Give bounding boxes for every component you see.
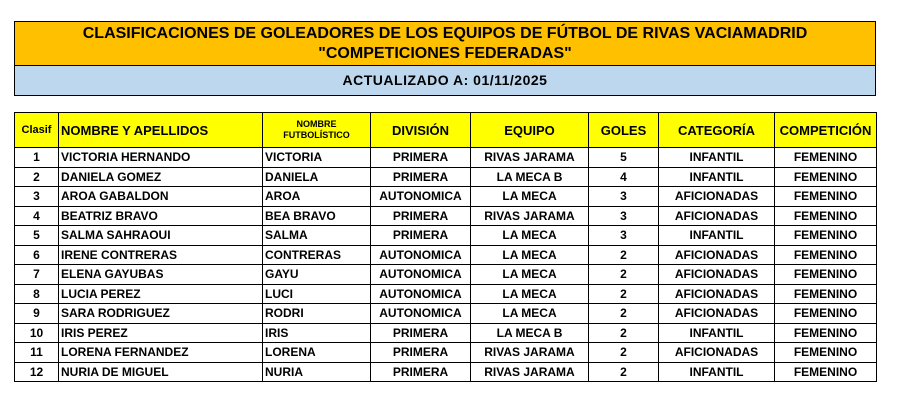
cell-categoria: AFICIONADAS xyxy=(659,304,775,324)
cell-goles: 3 xyxy=(589,206,659,226)
cell-categoria: INFANTIL xyxy=(659,362,775,382)
table-row xyxy=(15,284,877,304)
table-row xyxy=(15,187,877,207)
cell-nombre: LORENA FERNANDEZ xyxy=(59,343,263,363)
cell-clasif: 1 xyxy=(15,148,59,168)
cell-goles: 4 xyxy=(589,167,659,187)
table-row xyxy=(15,343,877,363)
header-goles: GOLES xyxy=(589,113,659,148)
cell-equipo: LA MECA xyxy=(471,245,589,265)
updated-text: ACTUALIZADO A: 01/11/2025 xyxy=(342,72,548,88)
cell-futbolistico: LUCI xyxy=(263,284,371,304)
cell-division: AUTONOMICA xyxy=(371,284,471,304)
cell-clasif: 8 xyxy=(15,284,59,304)
cell-equipo: LA MECA xyxy=(471,187,589,207)
cell-goles: 2 xyxy=(589,245,659,265)
header-division: DIVISIÓN xyxy=(371,113,471,148)
cell-clasif: 5 xyxy=(15,226,59,246)
cell-division: AUTONOMICA xyxy=(371,245,471,265)
cell-nombre: DANIELA GOMEZ xyxy=(59,167,263,187)
cell-clasif: 2 xyxy=(15,167,59,187)
header-futbolistico: NOMBRE FUTBOLÍSTICO xyxy=(263,113,371,148)
cell-competicion: FEMENINO xyxy=(775,362,877,382)
cell-equipo: RIVAS JARAMA xyxy=(471,148,589,168)
title-banner xyxy=(14,21,876,66)
cell-categoria: AFICIONADAS xyxy=(659,206,775,226)
title-line-2: "COMPETICIONES FEDERADAS" xyxy=(318,45,572,62)
cell-nombre: NURIA DE MIGUEL xyxy=(59,362,263,382)
cell-goles: 3 xyxy=(589,187,659,207)
cell-goles: 2 xyxy=(589,343,659,363)
cell-futbolistico: LORENA xyxy=(263,343,371,363)
cell-competicion: FEMENINO xyxy=(775,167,877,187)
scorers-table xyxy=(14,112,877,382)
cell-competicion: FEMENINO xyxy=(775,343,877,363)
cell-equipo: RIVAS JARAMA xyxy=(471,343,589,363)
table-row xyxy=(15,362,877,382)
cell-goles: 5 xyxy=(589,148,659,168)
cell-division: PRIMERA xyxy=(371,323,471,343)
cell-equipo: RIVAS JARAMA xyxy=(471,206,589,226)
cell-categoria: INFANTIL xyxy=(659,226,775,246)
cell-competicion: FEMENINO xyxy=(775,284,877,304)
cell-division: AUTONOMICA xyxy=(371,304,471,324)
title-line-1: CLASIFICACIONES DE GOLEADORES DE LOS EQUIPOS DE FÚTBOL DE RIVAS VACIAMADRID xyxy=(82,25,808,42)
cell-futbolistico: BEA BRAVO xyxy=(263,206,371,226)
cell-equipo: LA MECA xyxy=(471,284,589,304)
cell-division: PRIMERA xyxy=(371,167,471,187)
cell-division: AUTONOMICA xyxy=(371,187,471,207)
cell-clasif: 12 xyxy=(15,362,59,382)
cell-nombre: LUCIA PEREZ xyxy=(59,284,263,304)
cell-categoria: INFANTIL xyxy=(659,323,775,343)
cell-competicion: FEMENINO xyxy=(775,206,877,226)
cell-equipo: LA MECA xyxy=(471,226,589,246)
cell-division: PRIMERA xyxy=(371,343,471,363)
cell-clasif: 7 xyxy=(15,265,59,285)
cell-futbolistico: SALMA xyxy=(263,226,371,246)
table-row xyxy=(15,304,877,324)
table-row xyxy=(15,323,877,343)
cell-equipo: LA MECA B xyxy=(471,167,589,187)
cell-competicion: FEMENINO xyxy=(775,304,877,324)
cell-clasif: 9 xyxy=(15,304,59,324)
cell-goles: 2 xyxy=(589,362,659,382)
cell-categoria: AFICIONADAS xyxy=(659,265,775,285)
cell-nombre: BEATRIZ BRAVO xyxy=(59,206,263,226)
table-row xyxy=(15,206,877,226)
cell-futbolistico: RODRI xyxy=(263,304,371,324)
cell-goles: 3 xyxy=(589,226,659,246)
cell-futbolistico: GAYU xyxy=(263,265,371,285)
cell-division: AUTONOMICA xyxy=(371,265,471,285)
cell-nombre: VICTORIA HERNANDO xyxy=(59,148,263,168)
header-categoria: CATEGORÍA xyxy=(659,113,775,148)
table-row xyxy=(15,265,877,285)
header-clasif: Clasif xyxy=(15,113,59,148)
cell-futbolistico: DANIELA xyxy=(263,167,371,187)
cell-division: PRIMERA xyxy=(371,148,471,168)
cell-clasif: 6 xyxy=(15,245,59,265)
cell-categoria: INFANTIL xyxy=(659,148,775,168)
header-equipo: EQUIPO xyxy=(471,113,589,148)
cell-futbolistico: CONTRERAS xyxy=(263,245,371,265)
cell-division: PRIMERA xyxy=(371,226,471,246)
header-row xyxy=(15,113,877,148)
cell-nombre: SARA RODRIGUEZ xyxy=(59,304,263,324)
cell-clasif: 11 xyxy=(15,343,59,363)
cell-division: PRIMERA xyxy=(371,362,471,382)
cell-categoria: INFANTIL xyxy=(659,167,775,187)
cell-equipo: LA MECA B xyxy=(471,323,589,343)
cell-equipo: LA MECA xyxy=(471,265,589,285)
cell-competicion: FEMENINO xyxy=(775,245,877,265)
cell-clasif: 3 xyxy=(15,187,59,207)
cell-competicion: FEMENINO xyxy=(775,148,877,168)
cell-nombre: ELENA GAYUBAS xyxy=(59,265,263,285)
cell-division: PRIMERA xyxy=(371,206,471,226)
cell-categoria: AFICIONADAS xyxy=(659,187,775,207)
table-row xyxy=(15,245,877,265)
cell-competicion: FEMENINO xyxy=(775,187,877,207)
cell-competicion: FEMENINO xyxy=(775,265,877,285)
cell-nombre: IRENE CONTRERAS xyxy=(59,245,263,265)
table-row xyxy=(15,226,877,246)
cell-categoria: AFICIONADAS xyxy=(659,284,775,304)
cell-goles: 2 xyxy=(589,284,659,304)
cell-equipo: LA MECA xyxy=(471,304,589,324)
cell-nombre: AROA GABALDON xyxy=(59,187,263,207)
cell-competicion: FEMENINO xyxy=(775,226,877,246)
cell-futbolistico: AROA xyxy=(263,187,371,207)
cell-clasif: 10 xyxy=(15,323,59,343)
updated-banner xyxy=(14,66,876,96)
table-row xyxy=(15,167,877,187)
cell-competicion: FEMENINO xyxy=(775,323,877,343)
cell-categoria: AFICIONADAS xyxy=(659,245,775,265)
header-competicion: COMPETICIÓN xyxy=(775,113,877,148)
header-nombre: NOMBRE Y APELLIDOS xyxy=(59,113,263,148)
cell-goles: 2 xyxy=(589,265,659,285)
cell-categoria: AFICIONADAS xyxy=(659,343,775,363)
table-row xyxy=(15,148,877,168)
cell-futbolistico: IRIS xyxy=(263,323,371,343)
cell-goles: 2 xyxy=(589,304,659,324)
cell-goles: 2 xyxy=(589,323,659,343)
cell-nombre: SALMA SAHRAOUI xyxy=(59,226,263,246)
cell-equipo: RIVAS JARAMA xyxy=(471,362,589,382)
cell-futbolistico: NURIA xyxy=(263,362,371,382)
cell-nombre: IRIS PEREZ xyxy=(59,323,263,343)
cell-futbolistico: VICTORIA xyxy=(263,148,371,168)
cell-clasif: 4 xyxy=(15,206,59,226)
